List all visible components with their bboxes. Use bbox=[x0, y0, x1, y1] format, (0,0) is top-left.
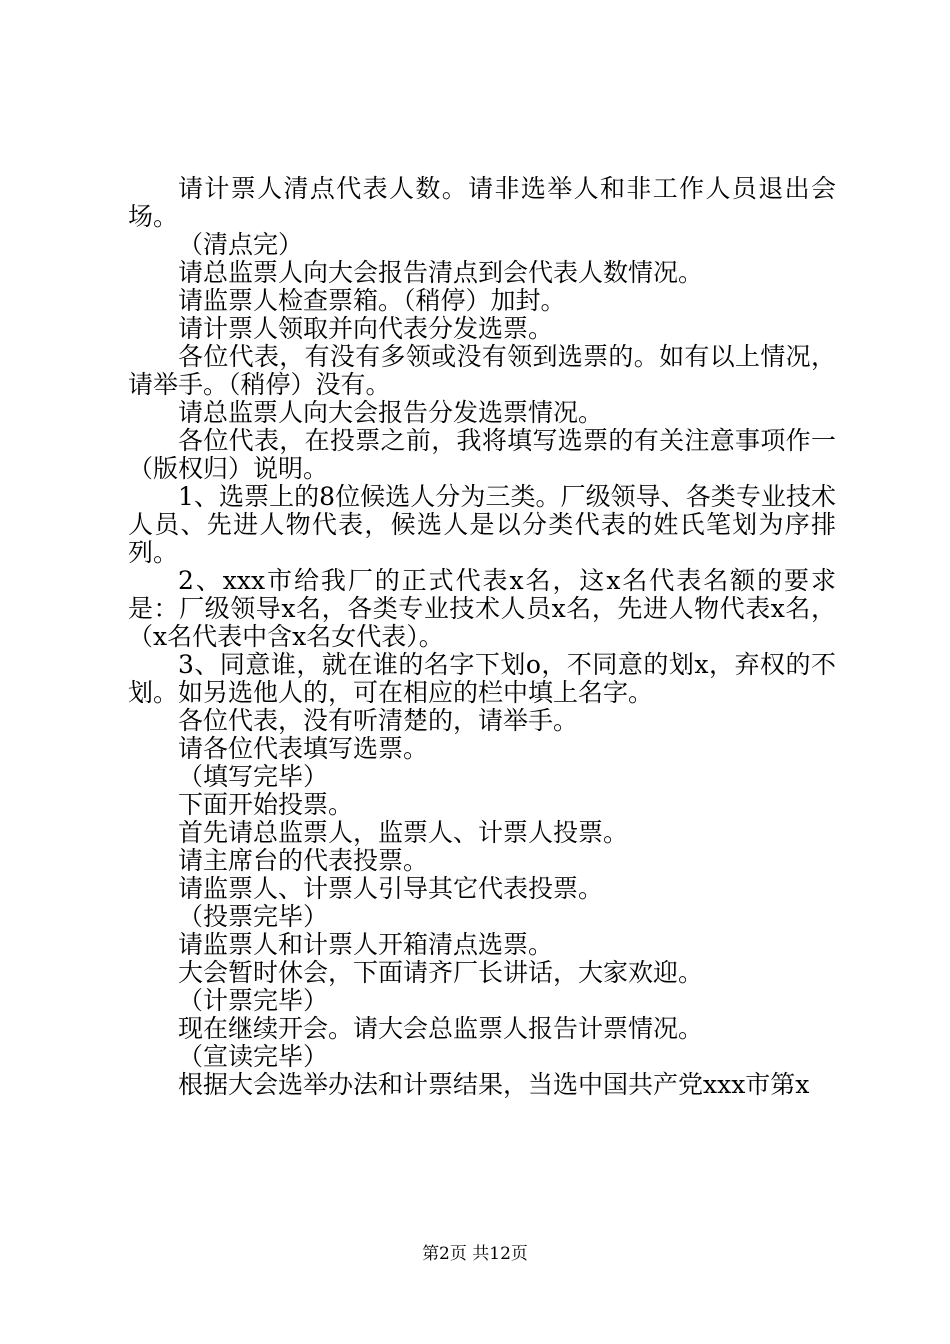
paragraph-13: 请各位代表填写选票。 bbox=[178, 734, 429, 763]
paragraph-1: 请计票人清点代表人数。请非选举人和非工作人员退出会场。 bbox=[128, 174, 836, 231]
paragraph-24: （宣读完毕） bbox=[178, 1042, 329, 1071]
paragraph-23: 现在继续开会。请大会总监票人报告计票情况。 bbox=[178, 1014, 704, 1043]
paragraph-15: 下面开始投票。 bbox=[178, 790, 354, 819]
page-number-label: 第2页 共12页 bbox=[422, 1244, 528, 1264]
paragraph-11: 3、同意谁，就在谁的名字下划o，不同意的划x，弃权的不划。如另选他人的，可在相应的栏中填上名字。 bbox=[128, 650, 836, 707]
paragraph-8: 各位代表，在投票之前，我将填写选票的有关注意事项作一（版权归）说明。 bbox=[128, 426, 836, 483]
paragraph-25: 根据大会选举办法和计票结果，当选中国共产党xxx市第x bbox=[178, 1070, 810, 1099]
paragraph-17: 请主席台的代表投票。 bbox=[178, 846, 429, 875]
paragraph-2: （清点完） bbox=[178, 230, 304, 259]
paragraph-7: 请总监票人向大会报告分发选票情况。 bbox=[178, 398, 604, 427]
document-body bbox=[128, 175, 836, 1099]
paragraph-22: （计票完毕） bbox=[178, 986, 329, 1015]
paragraph-16: 首先请总监票人，监票人、计票人投票。 bbox=[178, 818, 629, 847]
paragraph-10: 2、xxx市给我厂的正式代表x名，这x名代表名额的要求是：厂级领导x名，各类专业技术人员x名，先进人物代表x名，（x名代表中含x名女代表）。 bbox=[128, 566, 836, 651]
paragraph-12: 各位代表，没有听清楚的，请举手。 bbox=[178, 706, 579, 735]
paragraph-3: 请总监票人向大会报告清点到会代表人数情况。 bbox=[178, 258, 704, 287]
paragraph-20: 请监票人和计票人开箱清点选票。 bbox=[178, 930, 554, 959]
paragraph-21: 大会暂时休会，下面请齐厂长讲话，大家欢迎。 bbox=[178, 958, 704, 987]
paragraph-14: （填写完毕） bbox=[178, 762, 329, 791]
paragraph-19: （投票完毕） bbox=[178, 902, 329, 931]
paragraph-6: 各位代表，有没有多领或没有领到选票的。如有以上情况，请举手。（稍停）没有。 bbox=[128, 342, 836, 399]
paragraph-4: 请监票人检查票箱。（稍停）加封。 bbox=[178, 286, 566, 315]
paragraph-5: 请计票人领取并向代表分发选票。 bbox=[178, 314, 554, 343]
paragraph-18: 请监票人、计票人引导其它代表投票。 bbox=[178, 874, 604, 903]
page-footer bbox=[0, 1244, 950, 1264]
paragraph-9: 1、选票上的8位候选人分为三类。厂级领导、各类专业技术人员、先进人物代表，候选人是以分类代表的姓氏笔划为序排列。 bbox=[128, 482, 836, 567]
